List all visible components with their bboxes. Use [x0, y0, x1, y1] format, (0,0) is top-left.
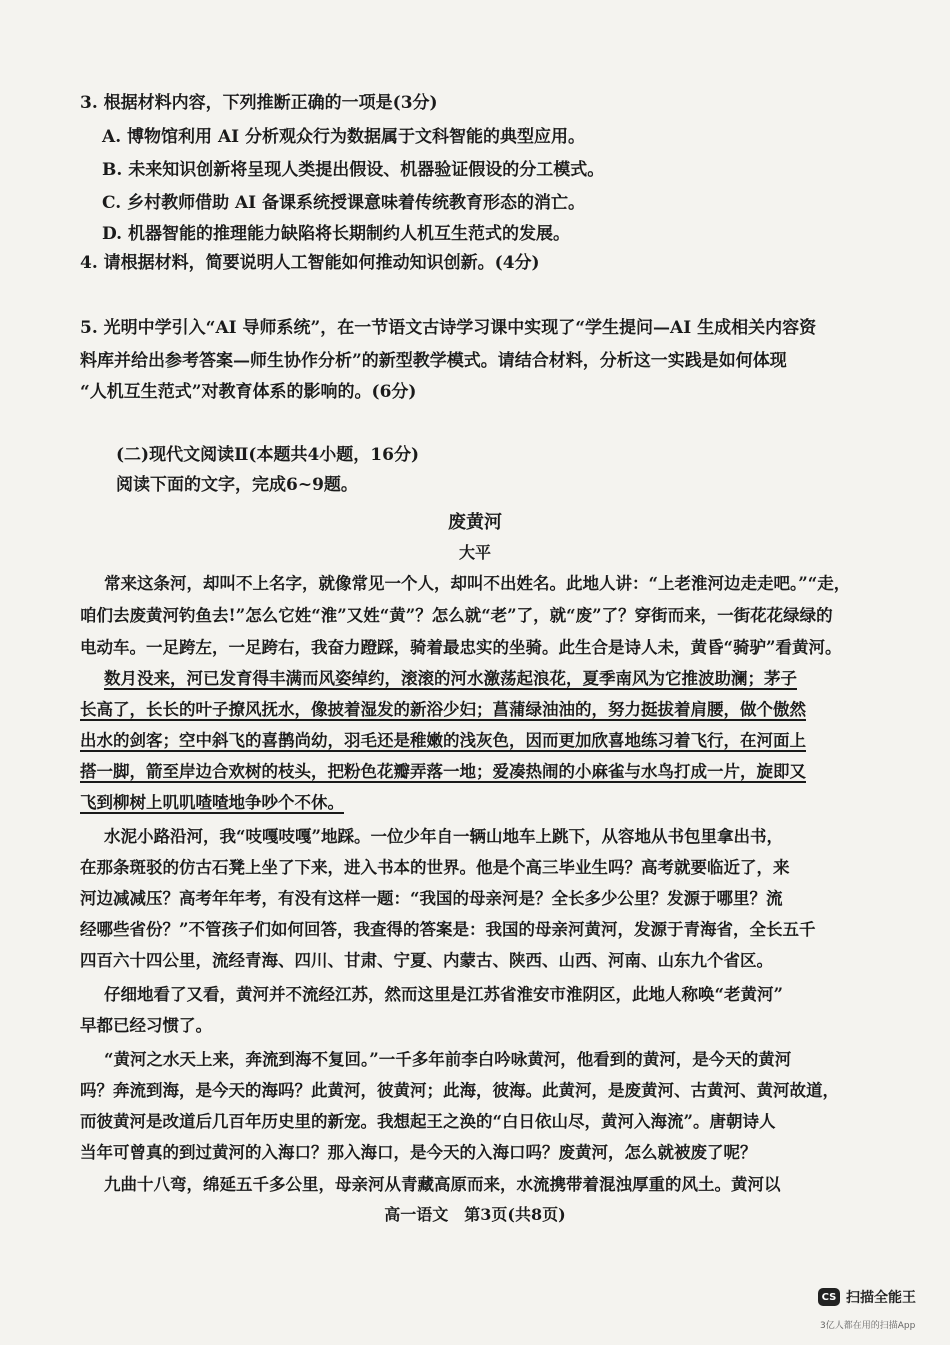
- question-4: 4. 请根据材料，简要说明人工智能如何推动知识创新。(4分): [80, 253, 540, 273]
- para2-line-4: 搭一脚，箭至岸边合欢树的枝头，把粉色花瓣弄落一地；爱凑热闹的小麻雀与水鸟打成一片，旋即又: [80, 762, 806, 781]
- question-3-stem: 3. 根据材料内容，下列推断正确的一项是(3分): [80, 93, 438, 113]
- scanner-watermark: [818, 1287, 916, 1307]
- camscanner-logo-icon: CS: [818, 1288, 840, 1306]
- para3-line-1: 水泥小路沿河，我“吱嘎吱嘎”地踩。一位少年自一辆山地车上跳下，从容地从书包里拿出书，: [104, 827, 783, 846]
- article-author: 大平: [458, 543, 491, 562]
- para3-line-4: 经哪些省份？”不管孩子们如何回答，我查得的答案是：我国的母亲河黄河，发源于青海省，全长五千: [80, 920, 816, 939]
- para3-line-2: 在那条斑驳的仿古石凳上坐了下来，进入书本的世界。他是个高三毕业生吗？高考就要临近了，来: [80, 858, 790, 877]
- para2-line-5: 飞到柳树上叽叽喳喳地争吵个不休。: [80, 793, 344, 812]
- watermark-name: 扫描全能王: [846, 1290, 916, 1306]
- para6-line-1: 九曲十八弯，绵延五千多公里，母亲河从青藏高原而来，水流携带着混浊厚重的风土。黄河以: [104, 1175, 781, 1194]
- para4-line-2: 早都已经习惯了。: [80, 1016, 212, 1035]
- para1-line-3: 电动车。一足跨左，一足跨右，我奋力蹬踩，骑着最忠实的坐骑。此生合是诗人未，黄昏“骑驴”看黄河。: [80, 638, 842, 657]
- para3-line-5: 四百六十四公里，流经青海、四川、甘肃、宁夏、内蒙古、陕西、山西、河南、山东九个省区。: [80, 951, 773, 970]
- article-title: 废黄河: [448, 512, 502, 533]
- para5-line-3: 而彼黄河是改道后几百年历史里的新宠。我想起王之涣的“白日依山尽，黄河入海流”。唐朝诗人: [80, 1112, 776, 1131]
- question-3-option-b: B. 未来知识创新将呈现人类提出假设、机器验证假设的分工模式。: [102, 160, 605, 180]
- section-heading: (二)现代文阅读Ⅱ(本题共4小题，16分): [116, 445, 419, 465]
- page-footer: 高一语文 第3页(共8页): [384, 1205, 566, 1224]
- section-instruction: 阅读下面的文字，完成6~9题。: [116, 475, 358, 495]
- para4-line-1: 仔细地看了又看，黄河并不流经江苏，然而这里是江苏省淮安市淮阴区，此地人称唤“老黄河”: [104, 985, 783, 1004]
- question-5-line-2: 料库并给出参考答案—师生协作分析”的新型教学模式。请结合材料，分析这一实践是如何体现: [80, 351, 787, 371]
- question-3-option-d: D. 机器智能的推理能力缺陷将长期制约人机互生范式的发展。: [102, 224, 570, 244]
- question-5-line-3: “人机互生范式”对教育体系的影响的。(6分): [80, 382, 417, 402]
- para2-line-3: 出水的剑客；空中斜飞的喜鹊尚幼，羽毛还是稚嫩的浅灰色，因而更加欣喜地练习着飞行，在河面上: [80, 731, 806, 750]
- para5-line-2: 吗？奔流到海，是今天的海吗？此黄河，彼黄河；此海，彼海。此黄河，是废黄河、古黄河、黄河故道，: [80, 1081, 839, 1100]
- question-5-line-1: 5. 光明中学引入“AI 导师系统”，在一节语文古诗学习课中实现了“学生提问—AI 生成相关内容资: [80, 318, 817, 338]
- para2-line-1: 数月没来，河已发育得丰满而风姿绰约，滚滚的河水激荡起浪花，夏季南风为它推波助澜；茅子: [104, 669, 797, 688]
- para1-line-2: 咱们去废黄河钓鱼去!”怎么它姓“淮”又姓“黄”？怎么就“老”了，就“废”了？穿街而来，一街花花绿绿的: [80, 606, 833, 625]
- para1-line-1: 常来这条河，却叫不上名字，就像常见一个人，却叫不出姓名。此地人讲：“上老淮河边走走吧。”“走，: [104, 574, 851, 593]
- watermark-slogan: 3亿人都在用的扫描App: [820, 1321, 916, 1331]
- para2-line-2: 长高了，长长的叶子撩风抚水，像披着湿发的新浴少妇；菖蒲绿油油的，努力挺拔着肩腰，做个傲然: [80, 700, 806, 719]
- question-3-option-a: A. 博物馆利用 AI 分析观众行为数据属于文科智能的典型应用。: [102, 127, 586, 147]
- para5-line-4: 当年可曾真的到过黄河的入海口？那入海口，是今天的入海口吗？废黄河，怎么就被废了呢？: [80, 1143, 757, 1162]
- para5-line-1: “黄河之水天上来，奔流到海不复回。”一千多年前李白吟咏黄河，他看到的黄河，是今天的黄河: [104, 1050, 792, 1069]
- question-3-option-c: C. 乡村教师借助 AI 备课系统授课意味着传统教育形态的消亡。: [102, 193, 586, 213]
- para3-line-3: 河边减减压？高考年年考，有没有这样一题：“我国的母亲河是？全长多少公里？发源于哪里？流: [80, 889, 783, 908]
